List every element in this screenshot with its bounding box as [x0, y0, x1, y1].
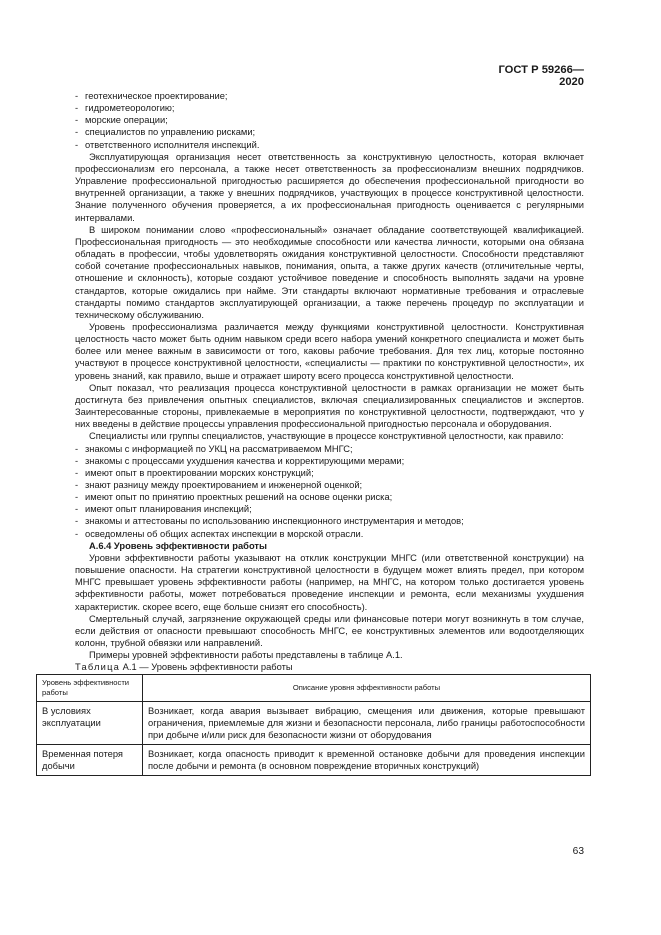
table-header-row: [37, 674, 591, 701]
column-header: Описание уровня эффективности работы: [143, 674, 591, 701]
paragraph: Эксплуатирующая организация несет ответственность за конструктивную целостность, которая включает профессионализм его персонала, а также несет ответственность за профессионализм внешних подрядчиков. Управление профессиональной пригодностью расширяется до обеспечения профессиональной пригодности во внутренней организации, а также у внешних подрядчиков, участвующих в процессе конструктивной целостности. Знание полученного обучения проверяется, а их профессиональная пригодность оценивается с регулярными интервалами.: [75, 151, 584, 223]
paragraph: Смертельный случай, загрязнение окружающей среды или финансовые потери могут возникнуть в том случае, если действия от опасности превышают способность МНГС, ее конструктивных элементов или водоотделяющих колонн, трубной обвязки или направлений.: [75, 613, 584, 649]
list-item: - морские операции;: [75, 115, 168, 126]
top-list: [75, 90, 584, 151]
table-cell: Временная потеря добычи: [37, 744, 143, 775]
paragraph: Опыт показал, что реализация процесса конструктивной целостности в рамках организации не может быть достигнута без привлечения опытных специалистов, включая специализированных специалистов и экспертов. Заинтересованные стороны, привлекаемые в мероприятия по конструктивной целостности, подтверждают, что у них введены в действие процессы управления профессиональной пригодностью персонала и оборудования.: [75, 382, 584, 430]
table-row: [37, 701, 591, 744]
paragraph: Примеры уровней эффективности работы представлены в таблице А.1.: [89, 650, 403, 661]
section-heading: А.6.4 Уровень эффективности работы: [89, 540, 267, 551]
list-item: - имеют опыт по принятию проектных решений на основе оценки риска;: [75, 492, 393, 503]
list-item: - ответственного исполнителя инспекций.: [75, 139, 260, 150]
specialists-list: [75, 443, 584, 540]
list-item: - знают разницу между проектированием и инженерной оценкой;: [75, 480, 363, 490]
paragraph: Уровень профессионализма различается между функциями конструктивной целостности. Конструктивная целостность часто может быть одним навыком среди всего набора умений конкретного специалиста и может быть более или менее важным в зависимости от того, каковы рабочие требования. Для тех лиц, которые постоянно участвуют в процессе конструктивной целостности, «специалисты — практики по конструктивной целостности», их уровень знаний, как правило, выше и отражает широту всего процесса конструктивной целостности.: [75, 321, 584, 381]
list-item: - знакомы с информацией по УКЦ на рассматриваемом МНГС;: [75, 443, 353, 454]
table-cell: Возникает, когда опасность приводит к временной остановке добычи для проведения инспекции после добычи и ремонта (в основном повреждение вторичных конструкций): [143, 744, 591, 775]
paragraph: Уровни эффективности работы указывают на отклик конструкции МНГС (или ответственной конструкции) на повышение опасности. На стратегии конструктивной целостности в будущем может влиять предел, при котором МНГС превышает уровень эффективности работы (например, на МНГС, на котором только достигается уровень эффективности работы, может потребоваться проведение инспекции и ремонта, если механизмы ухудшения характеристик. скорее всего, еще больше снизят его способность).: [75, 552, 584, 612]
page-body: [42, 90, 585, 776]
list-item: - знакомы с процессами ухудшения качества и корректирующими мерами;: [75, 455, 405, 466]
list-item: - гидрометеорологию;: [75, 103, 175, 114]
page-number: 63: [572, 846, 584, 857]
performance-table: [36, 674, 591, 777]
paragraph: В широком понимании слово «профессиональный» означает обладание соответствующей квалификацией. Профессиональная пригодность — это необходимые способности или качества личности, которыми она обязана обладать в профессии, чтобы удовлетворять ожидания конструктивной целостности. Способности представляют собой сочетание профессиональных навыков, понимания, опыта, а также других качеств (отличительные черты, отношение и склонность), которые создают устойчивое поведение и способность выполнять задачи на уровне стандартов, которые ожидались при найме. Эти стандарты включают нормативные требования и отраслевые стандарты помимо стандартов эксплуатирующей организации, а также перечень процедур по эксплуатации и техническому обслуживанию.: [75, 224, 584, 320]
list-item: - имеют опыт в проектировании морских конструкций;: [75, 467, 314, 478]
standard-header: ГОСТ Р 59266—2020: [498, 64, 584, 88]
paragraph: Специалисты или группы специалистов, участвующие в процессе конструктивной целостности, как правило:: [89, 431, 564, 442]
list-item: - специалистов по управлению рисками;: [75, 127, 256, 138]
list-item: - осведомлены об общих аспектах инспекции в морской отрасли.: [75, 528, 364, 539]
column-header: Уровень эффективности работы: [37, 674, 143, 701]
list-item: - знакомы и аттестованы по использованию инспекционного инструментария и методов;: [75, 516, 464, 527]
list-item: - имеют опыт планирования инспекций;: [75, 504, 252, 515]
table-cell: Возникает, когда авария вызывает вибрацию, смещения или движения, которые превышают ограничения, приемлемые для жизни и безопасности персонала, либо границы работоспособности при добыче и/или риск для безопасности жизни от оборудования: [143, 701, 591, 744]
table-caption: Таблица А.1 — Уровень эффективности работы: [75, 662, 293, 673]
table-row: [37, 744, 591, 775]
table-cell: В условиях эксплуатации: [37, 701, 143, 744]
list-item: - геотехническое проектирование;: [75, 91, 228, 101]
